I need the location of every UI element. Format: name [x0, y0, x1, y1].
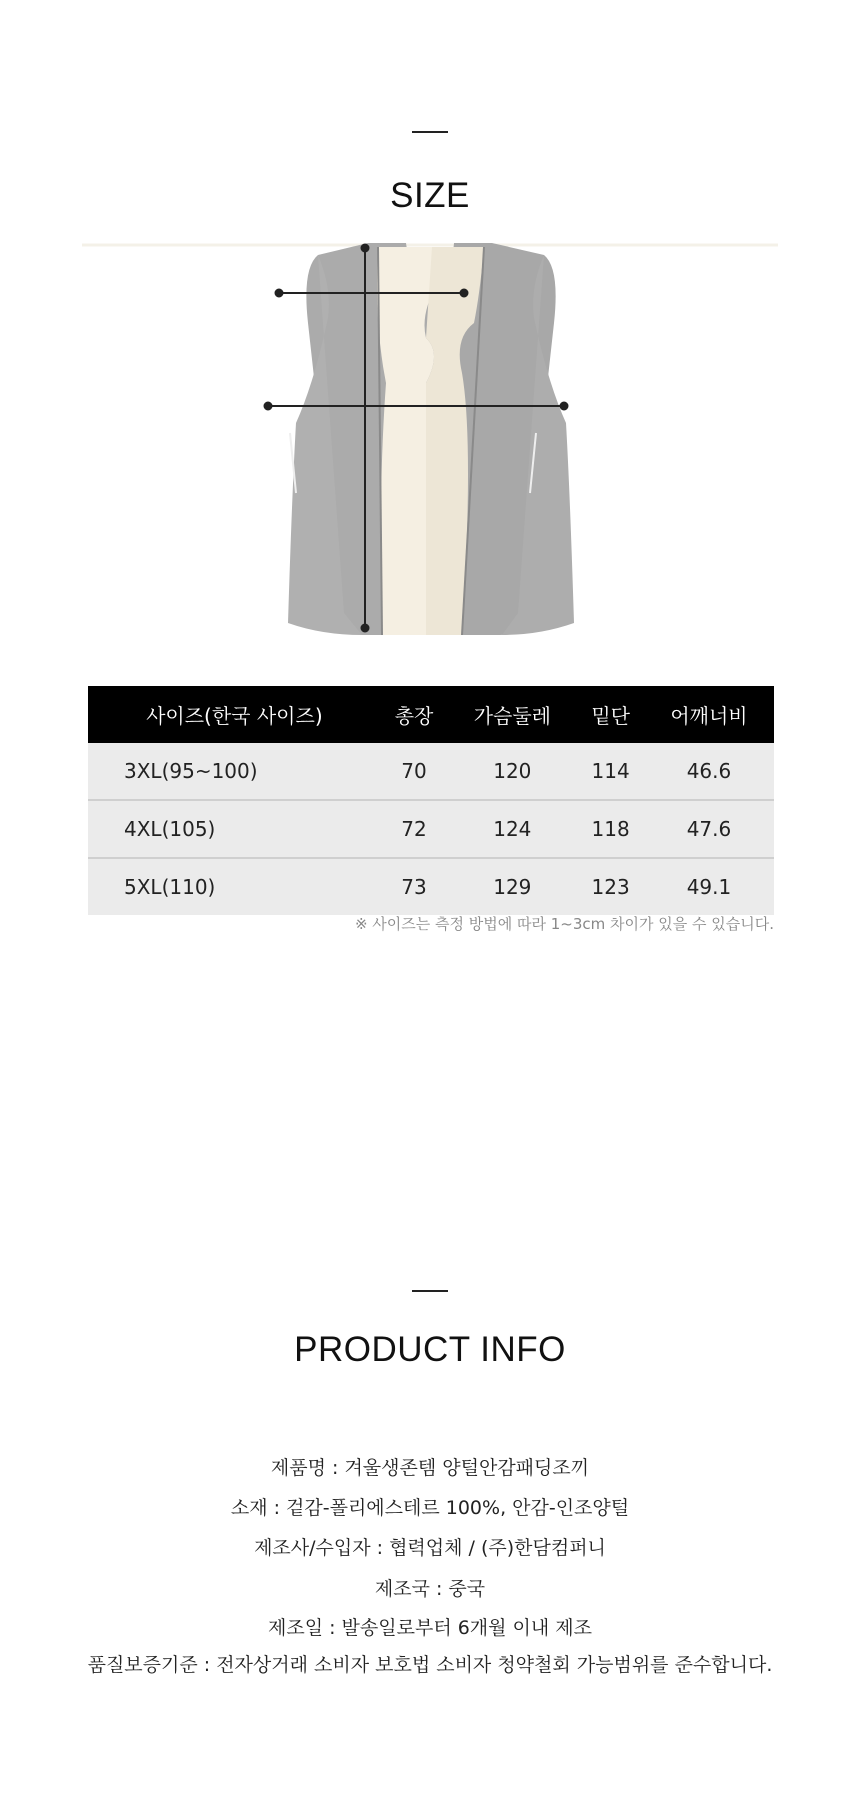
header-length: 총장 — [381, 686, 448, 743]
info-manufacturer: 제조사/수입자 : 협력업체 / (주)한담컴퍼니 — [254, 1537, 606, 1559]
table-header-row — [88, 686, 774, 743]
info-material: 소재 : 겉감-폴리에스테르 100%, 안감-인조양털 — [230, 1497, 630, 1519]
info-country: 제조국 : 중국 — [374, 1578, 486, 1600]
vest-size-diagram — [82, 243, 778, 638]
cell: 73 — [381, 858, 448, 915]
cell: 3XL(95~100) — [88, 743, 381, 800]
cell: 118 — [577, 800, 644, 858]
cell: 72 — [381, 800, 448, 858]
product-info-title: PRODUCT INFO — [294, 1330, 566, 1369]
table-row — [88, 858, 774, 915]
header-shoulder: 어깨너비 — [644, 686, 774, 743]
header-size: 사이즈(한국 사이즈) — [88, 686, 381, 743]
section-divider — [412, 131, 448, 133]
info-product-name: 제품명 : 겨울생존템 양털안감패딩조끼 — [270, 1457, 590, 1479]
cell: 70 — [381, 743, 448, 800]
header-hem: 밑단 — [577, 686, 644, 743]
cell: 5XL(110) — [88, 858, 381, 915]
table-row — [88, 743, 774, 800]
cell: 120 — [447, 743, 577, 800]
size-title: SIZE — [390, 176, 470, 215]
cell: 114 — [577, 743, 644, 800]
cell: 124 — [447, 800, 577, 858]
size-table — [88, 686, 774, 915]
cell: 129 — [447, 858, 577, 915]
info-quality-standard: 품질보증기준 : 전자상거래 소비자 보호법 소비자 청약철회 가능범위를 준수합니다. — [87, 1654, 773, 1676]
header-chest: 가슴둘레 — [447, 686, 577, 743]
cell: 47.6 — [644, 800, 774, 858]
table-row — [88, 800, 774, 858]
cell: 46.6 — [644, 743, 774, 800]
cell: 123 — [577, 858, 644, 915]
cell: 4XL(105) — [88, 800, 381, 858]
size-note: ※ 사이즈는 측정 방법에 따라 1~3cm 차이가 있을 수 있습니다. — [354, 915, 774, 933]
cell: 49.1 — [644, 858, 774, 915]
info-manufacture-date: 제조일 : 발송일로부터 6개월 이내 제조 — [268, 1617, 592, 1639]
section-divider — [412, 1290, 448, 1292]
